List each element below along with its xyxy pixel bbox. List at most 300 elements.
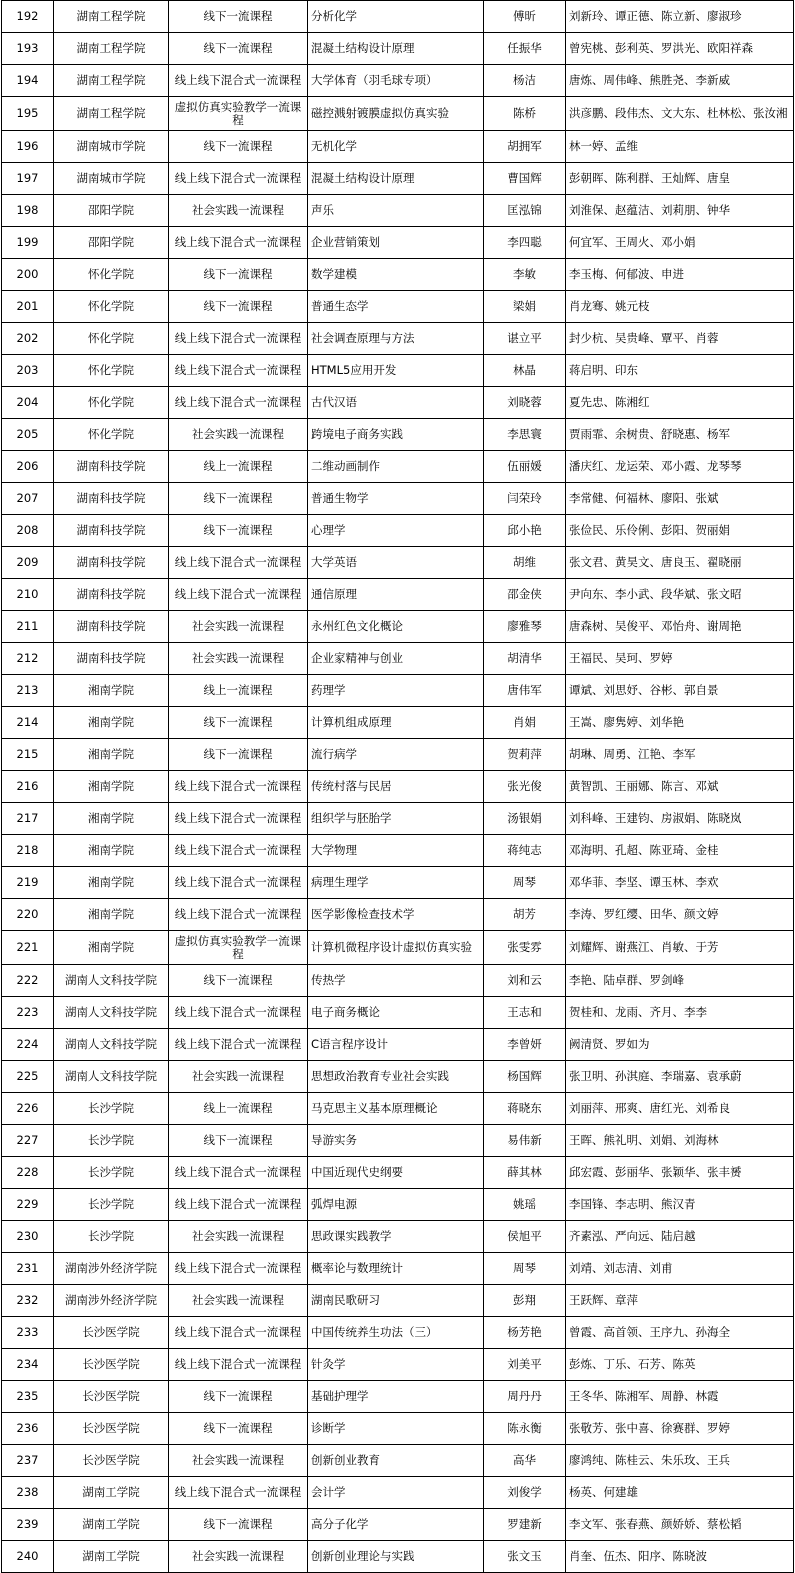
team-members: 王晖、熊礼明、刘娟、刘海林 (566, 1125, 794, 1157)
course-leader: 肖娟 (484, 707, 566, 739)
table-row (2, 387, 794, 419)
row-number: 193 (2, 33, 54, 65)
table-row (2, 1093, 794, 1125)
course-name: 药理学 (308, 675, 484, 707)
course-leader: 姚瑶 (484, 1189, 566, 1221)
course-name: 组织学与胚胎学 (308, 803, 484, 835)
course-type: 线上线下混合式一流课程 (169, 835, 308, 867)
course-name: 导游实务 (308, 1125, 484, 1157)
row-number: 233 (2, 1317, 54, 1349)
team-members: 刘耀辉、谢燕江、肖敏、于芳 (566, 931, 794, 965)
course-leader: 蒋晓东 (484, 1093, 566, 1125)
table-row (2, 579, 794, 611)
row-number: 214 (2, 707, 54, 739)
course-leader: 谌立平 (484, 323, 566, 355)
team-members: 唐森树、吴俊平、邓怡舟、谢周艳 (566, 611, 794, 643)
course-name: 基础护理学 (308, 1381, 484, 1413)
course-leader: 闫荣玲 (484, 483, 566, 515)
course-name: 大学物理 (308, 835, 484, 867)
course-type: 线上一流课程 (169, 1093, 308, 1125)
course-type: 社会实践一流课程 (169, 1285, 308, 1317)
table-row (2, 195, 794, 227)
course-name: 社会调查原理与方法 (308, 323, 484, 355)
team-members: 肖奎、伍杰、阳序、陈晓波 (566, 1541, 794, 1573)
course-name: 企业家精神与创业 (308, 643, 484, 675)
team-members: 邓华菲、李坚、谭玉林、李欢 (566, 867, 794, 899)
course-type: 线上线下混合式一流课程 (169, 1029, 308, 1061)
school-name: 湖南科技学院 (54, 451, 169, 483)
team-members: 李文军、张春燕、颜娇娇、蔡松韬 (566, 1509, 794, 1541)
course-name: 中国传统养生功法（三） (308, 1317, 484, 1349)
course-leader: 周琴 (484, 867, 566, 899)
course-leader: 侯旭平 (484, 1221, 566, 1253)
course-type: 线下一流课程 (169, 1509, 308, 1541)
course-type: 线上线下混合式一流课程 (169, 387, 308, 419)
row-number: 197 (2, 163, 54, 195)
row-number: 202 (2, 323, 54, 355)
team-members: 唐炼、周伟峰、熊胜尧、李新威 (566, 65, 794, 97)
course-name: 大学英语 (308, 547, 484, 579)
school-name: 湖南城市学院 (54, 131, 169, 163)
school-name: 怀化学院 (54, 387, 169, 419)
team-members: 尹向东、李小武、段华斌、张文昭 (566, 579, 794, 611)
course-name: 湖南民歌研习 (308, 1285, 484, 1317)
school-name: 怀化学院 (54, 291, 169, 323)
course-name: 病理生理学 (308, 867, 484, 899)
row-number: 212 (2, 643, 54, 675)
table-row (2, 483, 794, 515)
row-number: 213 (2, 675, 54, 707)
course-type: 线下一流课程 (169, 515, 308, 547)
course-type: 线上线下混合式一流课程 (169, 899, 308, 931)
team-members: 杨英、何建雄 (566, 1477, 794, 1509)
table-row (2, 227, 794, 259)
course-leader: 彭翔 (484, 1285, 566, 1317)
course-type: 线下一流课程 (169, 483, 308, 515)
table-row (2, 675, 794, 707)
course-type: 线下一流课程 (169, 739, 308, 771)
row-number: 225 (2, 1061, 54, 1093)
school-name: 湖南科技学院 (54, 547, 169, 579)
course-name: 弧焊电源 (308, 1189, 484, 1221)
team-members: 李涛、罗红缨、田华、颜文婷 (566, 899, 794, 931)
course-leader: 廖雅琴 (484, 611, 566, 643)
row-number: 240 (2, 1541, 54, 1573)
team-members: 刘靖、刘志清、刘甫 (566, 1253, 794, 1285)
school-name: 湖南涉外经济学院 (54, 1253, 169, 1285)
team-members: 曾霞、高首领、王序九、孙海全 (566, 1317, 794, 1349)
school-name: 长沙医学院 (54, 1349, 169, 1381)
course-type: 线下一流课程 (169, 131, 308, 163)
course-type: 社会实践一流课程 (169, 1541, 308, 1573)
table-row (2, 931, 794, 965)
row-number: 205 (2, 419, 54, 451)
course-name: 分析化学 (308, 1, 484, 33)
course-leader: 陈永衡 (484, 1413, 566, 1445)
school-name: 湖南工学院 (54, 1509, 169, 1541)
course-type: 虚拟仿真实验教学一流课程 (169, 97, 308, 131)
row-number: 232 (2, 1285, 54, 1317)
row-number: 196 (2, 131, 54, 163)
course-type: 线下一流课程 (169, 259, 308, 291)
course-leader: 伍丽媛 (484, 451, 566, 483)
team-members: 李艳、陆卓群、罗剑峰 (566, 965, 794, 997)
table-row (2, 643, 794, 675)
course-type: 线上线下混合式一流课程 (169, 997, 308, 1029)
school-name: 怀化学院 (54, 355, 169, 387)
school-name: 长沙学院 (54, 1157, 169, 1189)
school-name: 湘南学院 (54, 835, 169, 867)
school-name: 湘南学院 (54, 739, 169, 771)
course-leader: 罗建新 (484, 1509, 566, 1541)
course-name: 思想政治教育专业社会实践 (308, 1061, 484, 1093)
row-number: 234 (2, 1349, 54, 1381)
course-type: 线上线下混合式一流课程 (169, 771, 308, 803)
school-name: 湖南工程学院 (54, 65, 169, 97)
row-number: 235 (2, 1381, 54, 1413)
table-row (2, 1381, 794, 1413)
course-leader: 曹国辉 (484, 163, 566, 195)
table-row (2, 259, 794, 291)
course-type: 社会实践一流课程 (169, 1221, 308, 1253)
row-number: 226 (2, 1093, 54, 1125)
course-leader: 易伟新 (484, 1125, 566, 1157)
team-members: 张卫明、孙淇庭、李瑞嘉、袁承蔚 (566, 1061, 794, 1093)
course-name: 无机化学 (308, 131, 484, 163)
team-members: 廖鸿纯、陈桂云、朱乐玫、王兵 (566, 1445, 794, 1477)
school-name: 湖南城市学院 (54, 163, 169, 195)
course-name: 高分子化学 (308, 1509, 484, 1541)
school-name: 长沙学院 (54, 1221, 169, 1253)
table-row (2, 1061, 794, 1093)
team-members: 肖龙骞、姚元枝 (566, 291, 794, 323)
row-number: 210 (2, 579, 54, 611)
course-type: 线上线下混合式一流课程 (169, 579, 308, 611)
school-name: 长沙学院 (54, 1125, 169, 1157)
row-number: 228 (2, 1157, 54, 1189)
course-name: 电子商务概论 (308, 997, 484, 1029)
course-name: 混凝土结构设计原理 (308, 163, 484, 195)
course-leader: 杨国辉 (484, 1061, 566, 1093)
course-leader: 周琴 (484, 1253, 566, 1285)
team-members: 张文君、黄昊文、唐良玉、翟晓丽 (566, 547, 794, 579)
school-name: 长沙学院 (54, 1093, 169, 1125)
course-leader: 匡泓锦 (484, 195, 566, 227)
course-leader: 汤银娟 (484, 803, 566, 835)
school-name: 湖南涉外经济学院 (54, 1285, 169, 1317)
course-leader: 林晶 (484, 355, 566, 387)
course-leader: 刘和云 (484, 965, 566, 997)
row-number: 204 (2, 387, 54, 419)
table-row (2, 1509, 794, 1541)
school-name: 湖南人文科技学院 (54, 997, 169, 1029)
course-type: 线上线下混合式一流课程 (169, 163, 308, 195)
team-members: 蒋启明、印东 (566, 355, 794, 387)
table-row (2, 611, 794, 643)
team-members: 彭朝晖、陈利群、王灿辉、唐皇 (566, 163, 794, 195)
row-number: 222 (2, 965, 54, 997)
course-name: 古代汉语 (308, 387, 484, 419)
course-name: 磁控溅射镀膜虚拟仿真实验 (308, 97, 484, 131)
course-name: 计算机组成原理 (308, 707, 484, 739)
table-row (2, 323, 794, 355)
team-members: 王嵩、廖隽婷、刘华艳 (566, 707, 794, 739)
row-number: 199 (2, 227, 54, 259)
row-number: 217 (2, 803, 54, 835)
table-row (2, 739, 794, 771)
course-leader: 李思寰 (484, 419, 566, 451)
table-row (2, 1253, 794, 1285)
team-members: 林一婷、孟维 (566, 131, 794, 163)
course-type: 线下一流课程 (169, 33, 308, 65)
table-row (2, 867, 794, 899)
school-name: 湘南学院 (54, 931, 169, 965)
team-members: 刘淮保、赵蕴洁、刘莉朋、钟华 (566, 195, 794, 227)
course-type: 线下一流课程 (169, 707, 308, 739)
course-leader: 李敏 (484, 259, 566, 291)
course-name: 声乐 (308, 195, 484, 227)
team-members: 齐素泓、严向远、陆启越 (566, 1221, 794, 1253)
course-name: 流行病学 (308, 739, 484, 771)
row-number: 215 (2, 739, 54, 771)
table-row (2, 707, 794, 739)
course-type: 线上线下混合式一流课程 (169, 65, 308, 97)
course-leader: 胡维 (484, 547, 566, 579)
course-leader: 张文玉 (484, 1541, 566, 1573)
school-name: 长沙医学院 (54, 1445, 169, 1477)
course-name: HTML5应用开发 (308, 355, 484, 387)
school-name: 湘南学院 (54, 867, 169, 899)
table-row (2, 1413, 794, 1445)
team-members: 邱宏霞、彭丽华、张颖华、张丰赟 (566, 1157, 794, 1189)
team-members: 阙清贤、罗如为 (566, 1029, 794, 1061)
team-members: 封少杭、吴贵峰、覃平、肖蓉 (566, 323, 794, 355)
course-name: 企业营销策划 (308, 227, 484, 259)
course-name: 跨境电子商务实践 (308, 419, 484, 451)
course-leader: 杨洁 (484, 65, 566, 97)
course-leader: 邵金侠 (484, 579, 566, 611)
school-name: 长沙医学院 (54, 1413, 169, 1445)
course-type: 线上线下混合式一流课程 (169, 1189, 308, 1221)
row-number: 216 (2, 771, 54, 803)
course-type: 线上线下混合式一流课程 (169, 355, 308, 387)
course-type: 线上线下混合式一流课程 (169, 547, 308, 579)
school-name: 湘南学院 (54, 771, 169, 803)
row-number: 192 (2, 1, 54, 33)
row-number: 218 (2, 835, 54, 867)
row-number: 223 (2, 997, 54, 1029)
course-type: 社会实践一流课程 (169, 1061, 308, 1093)
course-name: 传统村落与民居 (308, 771, 484, 803)
school-name: 湖南科技学院 (54, 611, 169, 643)
team-members: 何宜军、王周火、邓小娟 (566, 227, 794, 259)
course-leader: 梁娟 (484, 291, 566, 323)
row-number: 211 (2, 611, 54, 643)
school-name: 怀化学院 (54, 259, 169, 291)
course-type: 线上一流课程 (169, 675, 308, 707)
table-row (2, 33, 794, 65)
table-row (2, 451, 794, 483)
school-name: 湖南工程学院 (54, 33, 169, 65)
school-name: 邵阳学院 (54, 195, 169, 227)
course-leader: 任振华 (484, 33, 566, 65)
team-members: 彭炼、丁乐、石芳、陈英 (566, 1349, 794, 1381)
course-table-body (2, 1, 794, 1573)
row-number: 198 (2, 195, 54, 227)
table-row (2, 1285, 794, 1317)
school-name: 湖南人文科技学院 (54, 1061, 169, 1093)
table-row (2, 515, 794, 547)
team-members: 夏先忠、陈湘红 (566, 387, 794, 419)
school-name: 湖南工程学院 (54, 1, 169, 33)
course-leader: 杨芳艳 (484, 1317, 566, 1349)
course-leader: 李四聪 (484, 227, 566, 259)
row-number: 221 (2, 931, 54, 965)
table-row (2, 1, 794, 33)
row-number: 220 (2, 899, 54, 931)
table-row (2, 1189, 794, 1221)
course-name: 创新创业理论与实践 (308, 1541, 484, 1573)
course-leader: 薛其林 (484, 1157, 566, 1189)
course-type: 线上线下混合式一流课程 (169, 227, 308, 259)
course-leader: 高华 (484, 1445, 566, 1477)
row-number: 207 (2, 483, 54, 515)
course-name: 心理学 (308, 515, 484, 547)
course-type: 线上线下混合式一流课程 (169, 803, 308, 835)
course-type: 线下一流课程 (169, 1413, 308, 1445)
course-name: 中国近现代史纲要 (308, 1157, 484, 1189)
school-name: 湘南学院 (54, 803, 169, 835)
table-row (2, 771, 794, 803)
row-number: 203 (2, 355, 54, 387)
row-number: 195 (2, 97, 54, 131)
course-name: 传热学 (308, 965, 484, 997)
row-number: 227 (2, 1125, 54, 1157)
table-row (2, 835, 794, 867)
team-members: 刘丽萍、邢爽、唐红光、刘希良 (566, 1093, 794, 1125)
table-row (2, 291, 794, 323)
course-leader: 王志和 (484, 997, 566, 1029)
course-leader: 胡芳 (484, 899, 566, 931)
school-name: 湘南学院 (54, 707, 169, 739)
table-row (2, 1157, 794, 1189)
school-name: 湖南科技学院 (54, 515, 169, 547)
course-name: 数学建模 (308, 259, 484, 291)
course-type: 线上线下混合式一流课程 (169, 1317, 308, 1349)
table-row (2, 547, 794, 579)
course-leader: 刘晓蓉 (484, 387, 566, 419)
course-type: 线下一流课程 (169, 1, 308, 33)
course-leader: 蒋纯志 (484, 835, 566, 867)
team-members: 洪彦鹏、段伟杰、文大东、杜林松、张汝湘 (566, 97, 794, 131)
team-members: 王冬华、陈湘军、周静、林霞 (566, 1381, 794, 1413)
course-name: 普通生物学 (308, 483, 484, 515)
course-type: 线上线下混合式一流课程 (169, 1253, 308, 1285)
course-leader: 胡拥军 (484, 131, 566, 163)
course-name: 二维动画制作 (308, 451, 484, 483)
school-name: 湖南科技学院 (54, 483, 169, 515)
table-row (2, 965, 794, 997)
table-row (2, 131, 794, 163)
course-type: 社会实践一流课程 (169, 643, 308, 675)
table-row (2, 1125, 794, 1157)
team-members: 邓海明、孔超、陈亚琦、金桂 (566, 835, 794, 867)
course-name: 概率论与数理统计 (308, 1253, 484, 1285)
table-row (2, 1445, 794, 1477)
team-members: 刘科峰、王建钧、房淑娟、陈晓岚 (566, 803, 794, 835)
table-row (2, 997, 794, 1029)
table-row (2, 163, 794, 195)
row-number: 209 (2, 547, 54, 579)
team-members: 王跃辉、章萍 (566, 1285, 794, 1317)
table-row (2, 1221, 794, 1253)
course-leader: 刘俊学 (484, 1477, 566, 1509)
course-name: 创新创业教育 (308, 1445, 484, 1477)
team-members: 贺桂和、龙雨、齐月、李李 (566, 997, 794, 1029)
course-type: 社会实践一流课程 (169, 419, 308, 451)
row-number: 237 (2, 1445, 54, 1477)
course-name: 混凝土结构设计原理 (308, 33, 484, 65)
table-row (2, 97, 794, 131)
team-members: 贾雨霏、余树贵、舒晓惠、杨军 (566, 419, 794, 451)
row-number: 238 (2, 1477, 54, 1509)
school-name: 湘南学院 (54, 675, 169, 707)
course-type: 线下一流课程 (169, 291, 308, 323)
school-name: 怀化学院 (54, 323, 169, 355)
team-members: 李常健、何福林、廖阳、张斌 (566, 483, 794, 515)
school-name: 邵阳学院 (54, 227, 169, 259)
school-name: 长沙医学院 (54, 1381, 169, 1413)
table-row (2, 355, 794, 387)
course-table (1, 0, 794, 1573)
course-type: 线下一流课程 (169, 1381, 308, 1413)
course-leader: 张光俊 (484, 771, 566, 803)
course-leader: 刘美平 (484, 1349, 566, 1381)
course-name: 普通生态学 (308, 291, 484, 323)
team-members: 谭斌、刘思妤、谷彬、郭自景 (566, 675, 794, 707)
team-members: 胡琳、周勇、江艳、李军 (566, 739, 794, 771)
school-name: 湖南人文科技学院 (54, 965, 169, 997)
course-leader: 邱小艳 (484, 515, 566, 547)
row-number: 224 (2, 1029, 54, 1061)
team-members: 李国锋、李志明、熊汉青 (566, 1189, 794, 1221)
team-members: 李玉梅、何郁波、申进 (566, 259, 794, 291)
team-members: 张敬芳、张中喜、徐赛群、罗婷 (566, 1413, 794, 1445)
course-type: 线上线下混合式一流课程 (169, 1477, 308, 1509)
team-members: 王福民、吴珂、罗婷 (566, 643, 794, 675)
team-members: 曾宪桃、彭利英、罗洪光、欧阳祥森 (566, 33, 794, 65)
course-leader: 唐伟军 (484, 675, 566, 707)
course-type: 线上线下混合式一流课程 (169, 1157, 308, 1189)
course-type: 线上一流课程 (169, 451, 308, 483)
course-name: 马克思主义基本原理概论 (308, 1093, 484, 1125)
table-row (2, 1477, 794, 1509)
school-name: 湖南科技学院 (54, 579, 169, 611)
course-name: 医学影像检查技术学 (308, 899, 484, 931)
course-name: 大学体育（羽毛球专项） (308, 65, 484, 97)
row-number: 230 (2, 1221, 54, 1253)
course-leader: 陈桥 (484, 97, 566, 131)
course-name: 思政课实践教学 (308, 1221, 484, 1253)
course-name: 会计学 (308, 1477, 484, 1509)
school-name: 湖南工学院 (54, 1477, 169, 1509)
course-leader: 周丹丹 (484, 1381, 566, 1413)
course-name: 计算机微程序设计虚拟仿真实验 (308, 931, 484, 965)
course-type: 线上线下混合式一流课程 (169, 1349, 308, 1381)
table-row (2, 1541, 794, 1573)
row-number: 236 (2, 1413, 54, 1445)
course-type: 线下一流课程 (169, 965, 308, 997)
